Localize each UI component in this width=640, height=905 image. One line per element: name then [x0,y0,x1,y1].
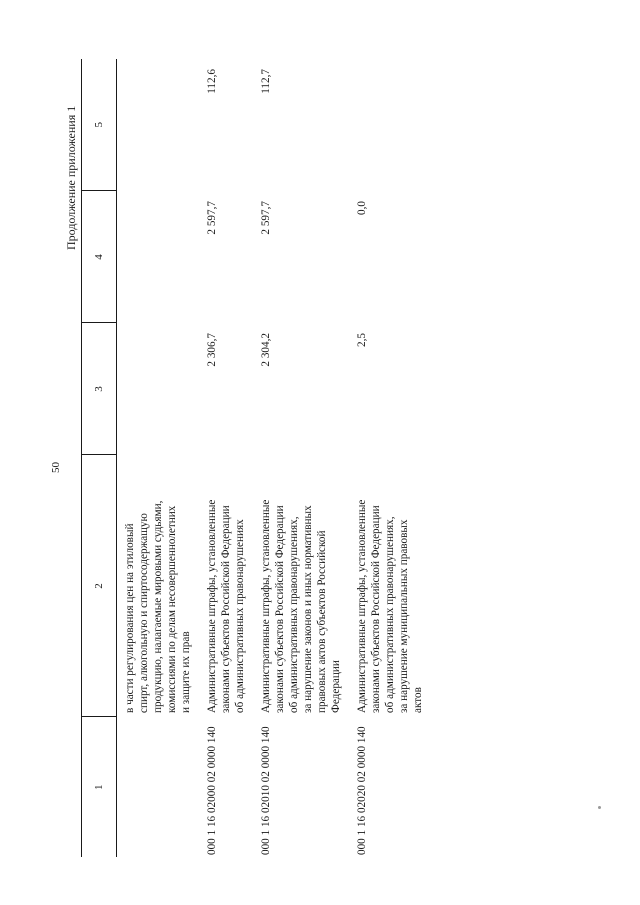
row-value-col4 [117,191,200,323]
scan-speck [598,806,601,809]
column-header-1: 1 [82,717,117,857]
description-line: об административных правонарушениях, [288,516,300,713]
row-code: 000 1 16 02000 02 0000 140 [206,726,218,855]
description-line: и защите их прав [180,631,192,713]
description-line: за нарушение законов и иных нормативных [302,505,314,713]
description-line: законами субъектов Российской Федерации [370,505,382,713]
row-value-col5: 112,7 [260,69,272,94]
description-line: продукцию, налагаемые мировыми судьями, [152,500,164,713]
row-value-col3: 2 306,7 [206,333,218,367]
revenue-table [81,59,431,857]
column-header-3: 3 [82,323,117,455]
table-header-row [82,59,117,857]
description-line: об административных правонарушениях [234,519,246,713]
description-line: актов [412,687,424,713]
page-number: 50 [50,462,62,473]
row-description [199,455,253,717]
row-value-col4: 2 597,7 [206,201,218,235]
description-line: Федерации [330,660,342,713]
row-value-col4: 0,0 [356,201,368,215]
description-line: об административных правонарушениях, [384,516,396,713]
row-value-col5 [349,59,431,191]
description-line: комиссиями по делам несовершеннолетних [166,505,178,713]
column-header-4: 4 [82,191,117,323]
row-code [117,717,200,857]
continuation-label: Продолжение приложения 1 [64,105,78,250]
description-line: спирт, алкогольную и спиртосодержащую [138,513,150,713]
row-value-col3 [117,323,200,455]
description-line: законами субъектов Российской Федерации [220,505,232,713]
description-line: за нарушение муниципальных правовых [398,519,410,713]
row-value-col3: 2 304,2 [260,333,272,367]
row-value-col5: 112,6 [206,69,218,94]
row-code: 000 1 16 02020 02 0000 140 [356,726,368,855]
description-line: Административные штрафы, установленные [356,499,368,713]
row-description [253,455,349,717]
table-row [349,59,431,857]
description-line: законами субъектов Российской Федерации [274,505,286,713]
row-description [117,455,200,717]
description-line: Административные штрафы, установленные [260,499,272,713]
description-line: в части регулирования цен на этиловый [124,523,136,713]
description-line: Административные штрафы, установленные [206,499,218,713]
description-line: правовых актов субъектов Российской [316,530,328,713]
table-row [117,59,200,857]
table-container [81,59,431,857]
row-value-col3: 2,5 [356,333,368,347]
column-header-2: 2 [82,455,117,717]
table-row [199,59,253,857]
row-value-col5 [117,59,200,191]
table-row [253,59,349,857]
row-value-col4: 2 597,7 [260,201,272,235]
row-code: 000 1 16 02010 02 0000 140 [260,726,272,855]
column-header-5: 5 [82,59,117,191]
row-description [349,455,431,717]
